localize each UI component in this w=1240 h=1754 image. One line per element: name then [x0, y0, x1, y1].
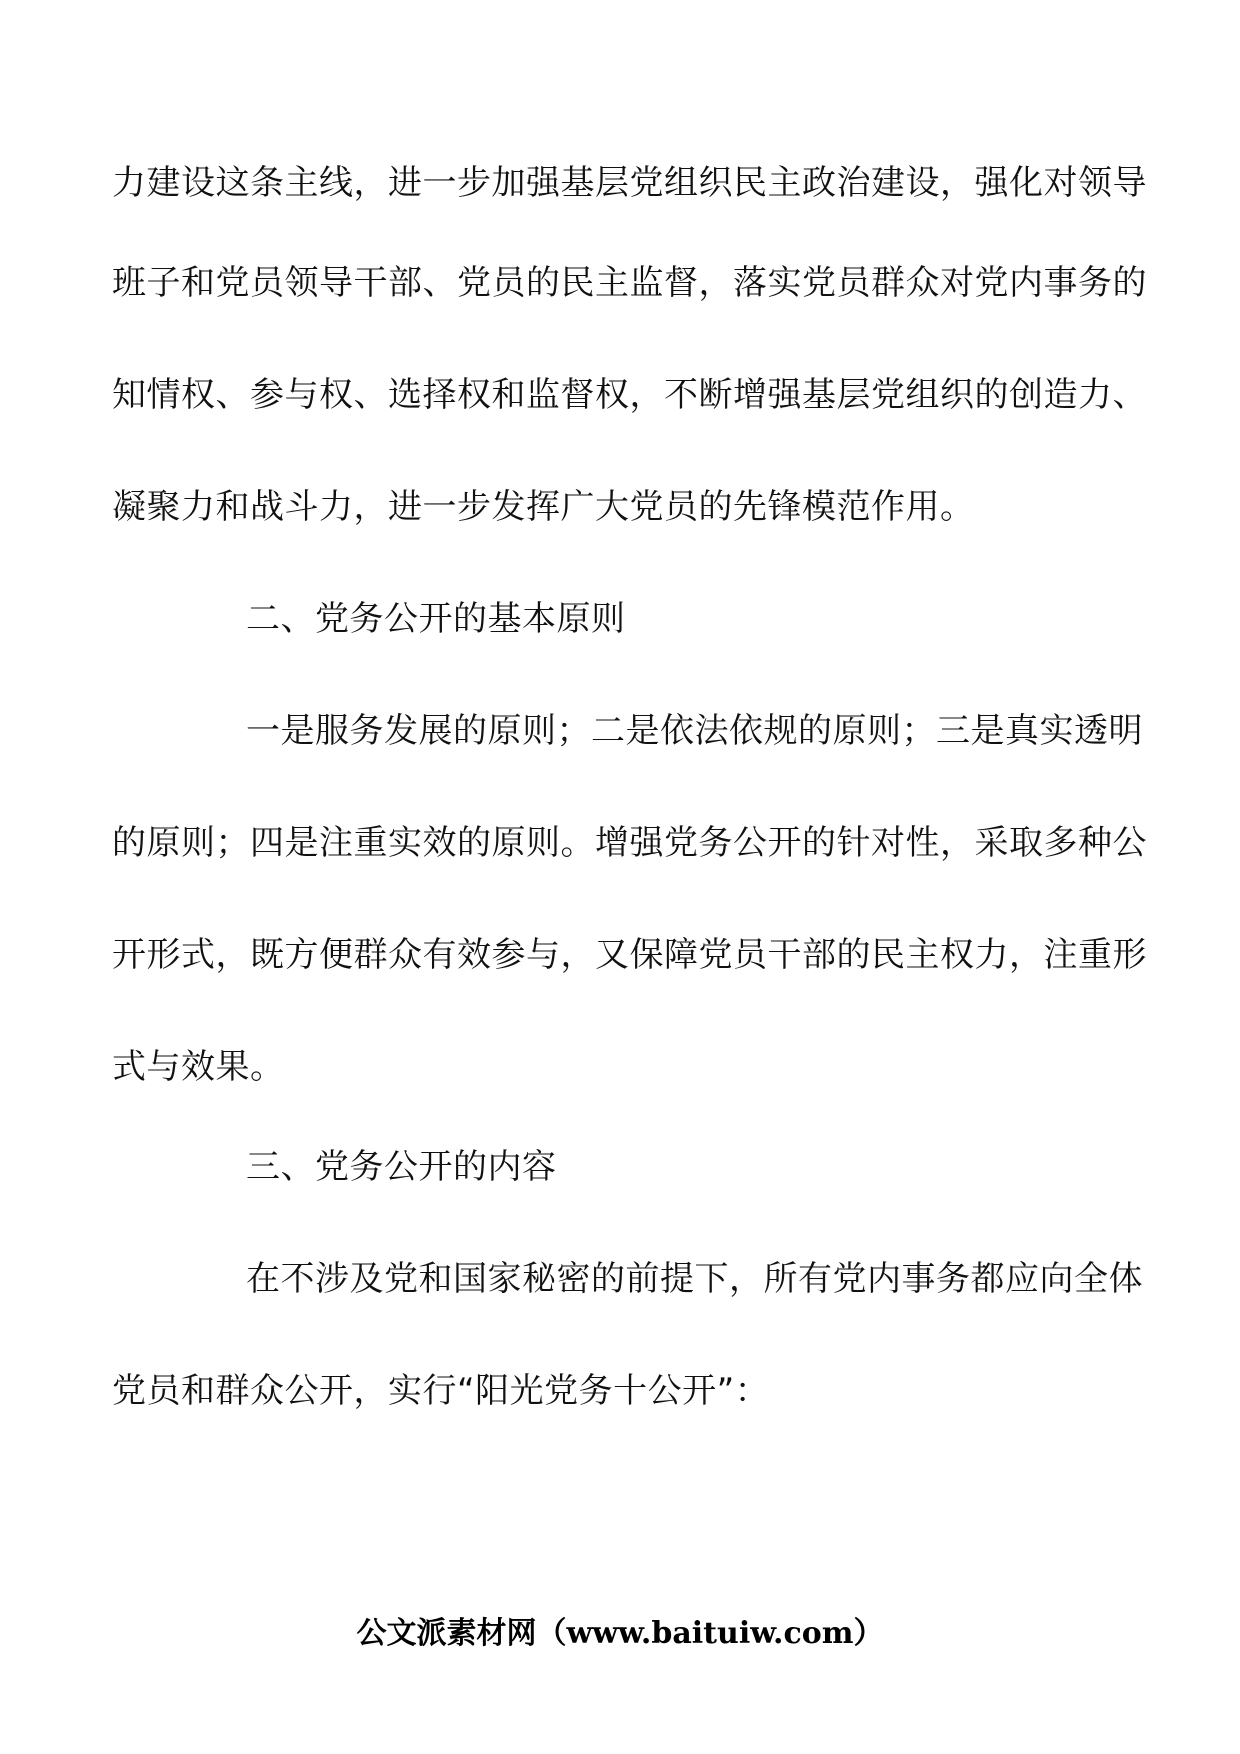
body-text-line: 在不涉及党和国家秘密的前提下，所有党内事务都应向全体 — [246, 1259, 1143, 1299]
footer-watermark: 公文派素材网（www.baituiw.com） — [356, 1616, 884, 1651]
section-heading: 三、党务公开的内容 — [246, 1147, 557, 1187]
body-text-line: 的原则；四是注重实效的原则。增强党务公开的针对性，采取多种公 — [112, 823, 1147, 863]
section-heading: 二、党务公开的基本原则 — [246, 599, 626, 639]
body-text-line: 一是服务发展的原则；二是依法依规的原则；三是真实透明 — [246, 711, 1143, 751]
body-text-line: 开形式，既方便群众有效参与，又保障党员干部的民主权力，注重形 — [112, 935, 1147, 975]
body-text-line: 凝聚力和战斗力，进一步发挥广大党员的先锋模范作用。 — [112, 487, 975, 527]
body-text-line: 班子和党员领导干部、党员的民主监督，落实党员群众对党内事务的 — [112, 263, 1147, 303]
body-text-line: 知情权、参与权、选择权和监督权，不断增强基层党组织的创造力、 — [112, 375, 1147, 415]
body-text-line: 力建设这条主线，进一步加强基层党组织民主政治建设，强化对领导 — [112, 163, 1147, 203]
body-text-line: 党员和群众公开，实行“阳光党务十公开”： — [112, 1371, 770, 1411]
body-text-line: 式与效果。 — [112, 1047, 285, 1087]
